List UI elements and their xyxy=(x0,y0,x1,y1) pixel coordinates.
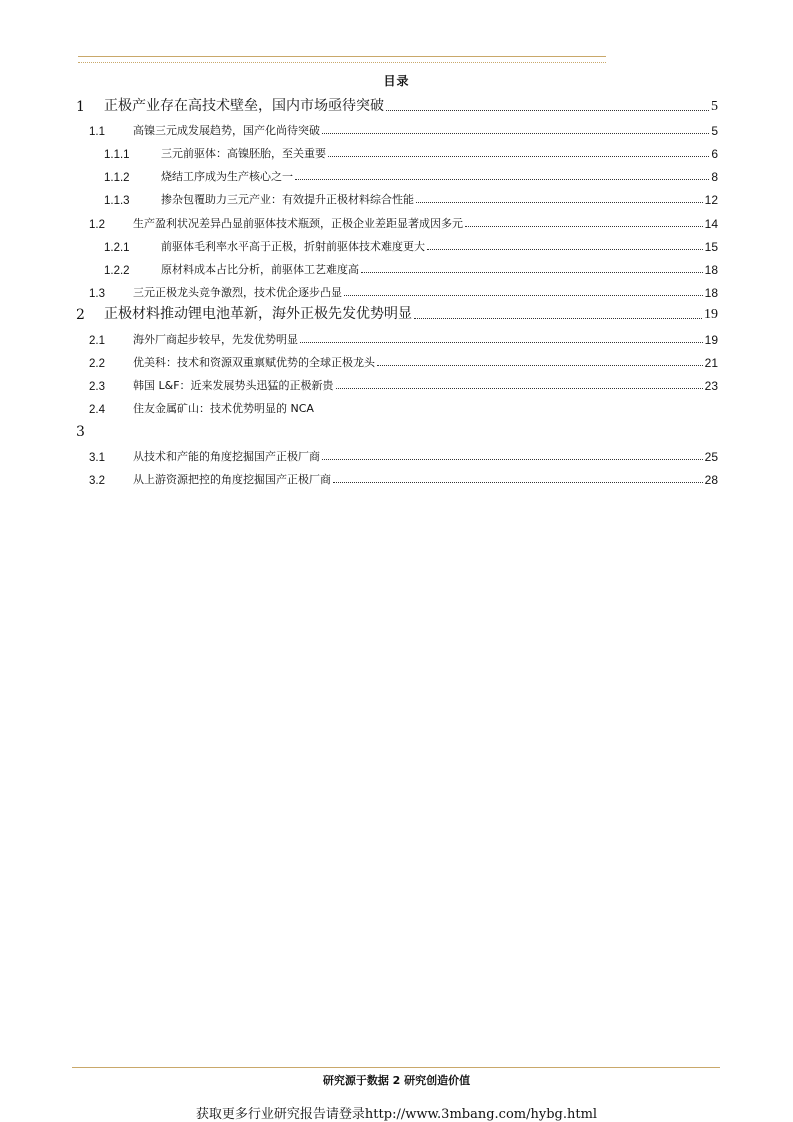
toc-entry-3[interactable]: 3 xyxy=(76,424,85,440)
header-dotted-rule xyxy=(78,62,606,63)
leader-dots xyxy=(377,365,703,366)
footer-text: 研究源于数据 2 研究创造价值 xyxy=(322,1074,471,1087)
leader-dots xyxy=(333,482,703,483)
footer-rule xyxy=(72,1067,720,1068)
leader-dots xyxy=(322,459,703,460)
leader-dots xyxy=(344,295,703,296)
toc-entry-1-2-2[interactable]: 1.2.2 原材料成本占比分析，前驱体工艺难度高 18 xyxy=(104,263,718,277)
leader-dots xyxy=(336,388,703,389)
toc-entry-1[interactable]: 1 正极产业存在高技术壁垒，国内市场亟待突破 5 xyxy=(76,98,718,115)
toc-entry-1-3[interactable]: 1.3 三元正极龙头竞争激烈，技术优企逐步凸显 18 xyxy=(89,286,718,300)
header-rule xyxy=(78,56,606,57)
toc-entry-2-2[interactable]: 2.2 优美科：技术和资源双重禀赋优势的全球正极龙头 21 xyxy=(89,356,718,370)
toc-entry-1-2-1[interactable]: 1.2.1 前驱体毛利率水平高于正极，折射前驱体技术难度更大 15 xyxy=(104,240,718,254)
toc-entry-1-1-3[interactable]: 1.1.3 掺杂包覆助力三元产业：有效提升正极材料综合性能 12 xyxy=(104,193,718,207)
toc-entry-2-3[interactable]: 2.3 韩国 L&F：近来发展势头迅猛的正极新贵 23 xyxy=(89,379,718,393)
leader-dots xyxy=(386,110,709,111)
toc-entry-3-2[interactable]: 3.2 从上游资源把控的角度挖掘国产正极厂商 28 xyxy=(89,473,718,487)
leader-dots xyxy=(465,226,703,227)
toc-entry-1-1[interactable]: 1.1 高镍三元成发展趋势，国产化尚待突破 5 xyxy=(89,124,718,138)
toc-title: 目录 xyxy=(383,74,410,88)
toc-entry-1-2[interactable]: 1.2 生产盈利状况差异凸显前驱体技术瓶颈，正极企业差距显著成因多元 14 xyxy=(89,217,718,231)
source-link[interactable]: 获取更多行业研究报告请登录http://www.3mbang.com/hybg.html xyxy=(195,1107,598,1122)
toc-entry-2[interactable]: 2 正极材料推动锂电池革新，海外正极先发优势明显 19 xyxy=(76,306,718,323)
toc-entry-1-1-1[interactable]: 1.1.1 三元前驱体：高镍胚胎，至关重要 6 xyxy=(104,147,718,161)
leader-dots xyxy=(414,318,702,319)
toc-entry-1-1-2[interactable]: 1.1.2 烧结工序成为生产核心之一 8 xyxy=(104,170,718,184)
leader-dots xyxy=(416,202,703,203)
leader-dots xyxy=(328,156,709,157)
leader-dots xyxy=(300,342,703,343)
leader-dots xyxy=(427,249,703,250)
toc-entry-2-1[interactable]: 2.1 海外厂商起步较早，先发优势明显 19 xyxy=(89,333,718,347)
leader-dots xyxy=(361,272,703,273)
leader-dots xyxy=(322,133,709,134)
leader-dots xyxy=(295,179,709,180)
toc-entry-2-4[interactable]: 2.4 住友金属矿山：技术优势明显的 NCA xyxy=(89,402,314,416)
toc-entry-3-1[interactable]: 3.1 从技术和产能的角度挖掘国产正极厂商 25 xyxy=(89,450,718,464)
